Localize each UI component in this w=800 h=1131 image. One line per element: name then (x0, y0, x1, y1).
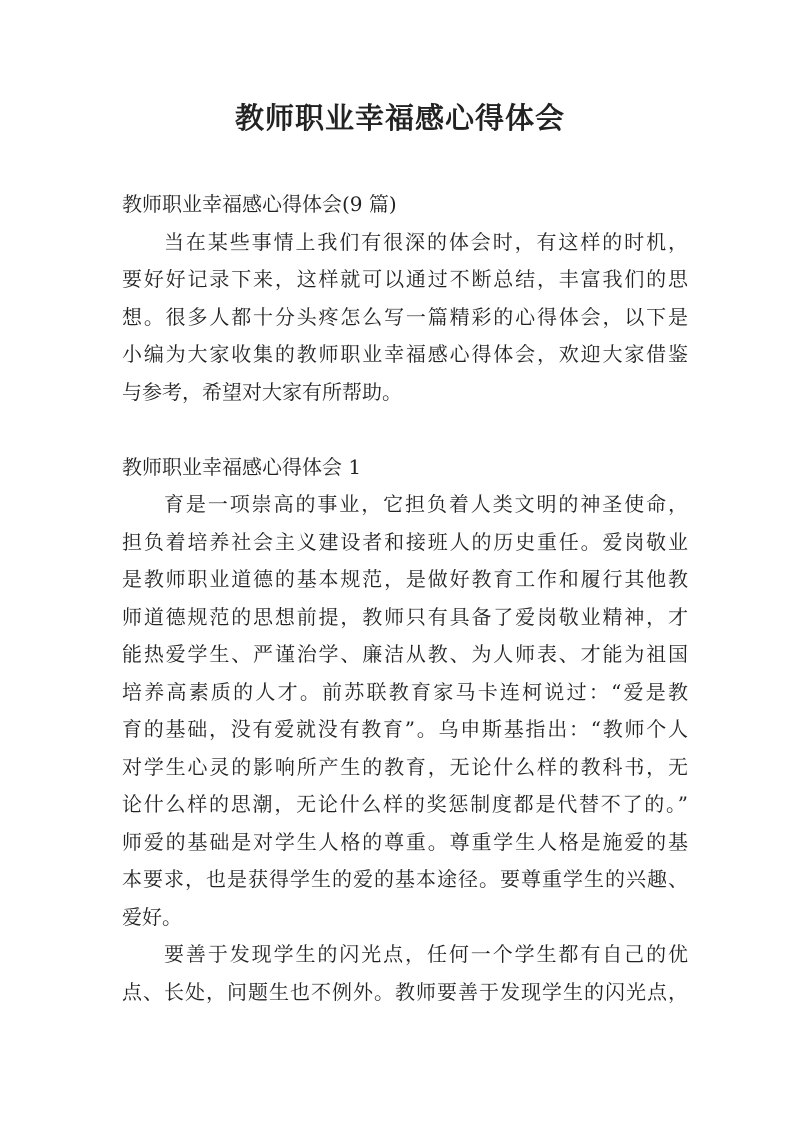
document-subtitle: 教师职业幸福感心得体会(9 篇) (122, 192, 397, 216)
paragraph-line: 师爱的基础是对学生人格的尊重。尊重学生人格是施爱的基 (122, 829, 688, 854)
document-title: 教师职业幸福感心得体会 (234, 101, 565, 135)
paragraph-line: 育是一项崇高的事业，它担负着人类文明的神圣使命， (164, 492, 688, 516)
paragraph-line: 育的基础，没有爱就没有教育”。乌申斯基指出：“教师个人 (122, 717, 688, 741)
intro-line: 想。很多人都十分头疼怎么写一篇精彩的心得体会，以下是 (122, 304, 688, 329)
paragraph-line: 对学生心灵的影响所产生的教育，无论什么样的教科书，无 (122, 754, 688, 779)
section-heading: 教师职业幸福感心得体会 1 (122, 454, 362, 479)
paragraph-line: 能热爱学生、严谨治学、廉洁从教、为人师表、才能为祖国 (122, 642, 688, 666)
intro-line: 当在某些事情上我们有很深的体会时，有这样的时机， (164, 229, 688, 254)
paragraph-line: 担负着培养社会主义建设者和接班人的历史重任。爱岗敬业 (122, 529, 688, 554)
intro-line: 小编为大家收集的教师职业幸福感心得体会，欢迎大家借鉴 (122, 342, 688, 366)
paragraph-line: 是教师职业道德的基本规范，是做好教育工作和履行其他教 (122, 567, 688, 591)
paragraph-line: 论什么样的思潮，无论什么样的奖惩制度都是代替不了的。” (122, 792, 688, 816)
document-body (122, 186, 688, 1011)
paragraph-line: 师道德规范的思想前提，教师只有具备了爱岗敬业精神，才 (122, 604, 688, 629)
intro-line: 要好好记录下来，这样就可以通过不断总结，丰富我们的思 (122, 267, 688, 291)
intro-line: 与参考，希望对大家有所帮助。 (122, 379, 402, 404)
paragraph-line: 要善于发现学生的闪光点，任何一个学生都有自己的优 (164, 942, 688, 966)
paragraph-line: 本要求，也是获得学生的爱的基本途径。要尊重学生的兴趣、 (122, 867, 688, 891)
paragraph-line: 点、长处，问题生也不例外。教师要善于发现学生的闪光点， (122, 979, 688, 1004)
paragraph-line: 培养高素质的人才。前苏联教育家马卡连柯说过：“爱是教 (122, 679, 688, 704)
paragraph-gap (122, 411, 688, 449)
paragraph-line: 爱好。 (122, 904, 182, 929)
